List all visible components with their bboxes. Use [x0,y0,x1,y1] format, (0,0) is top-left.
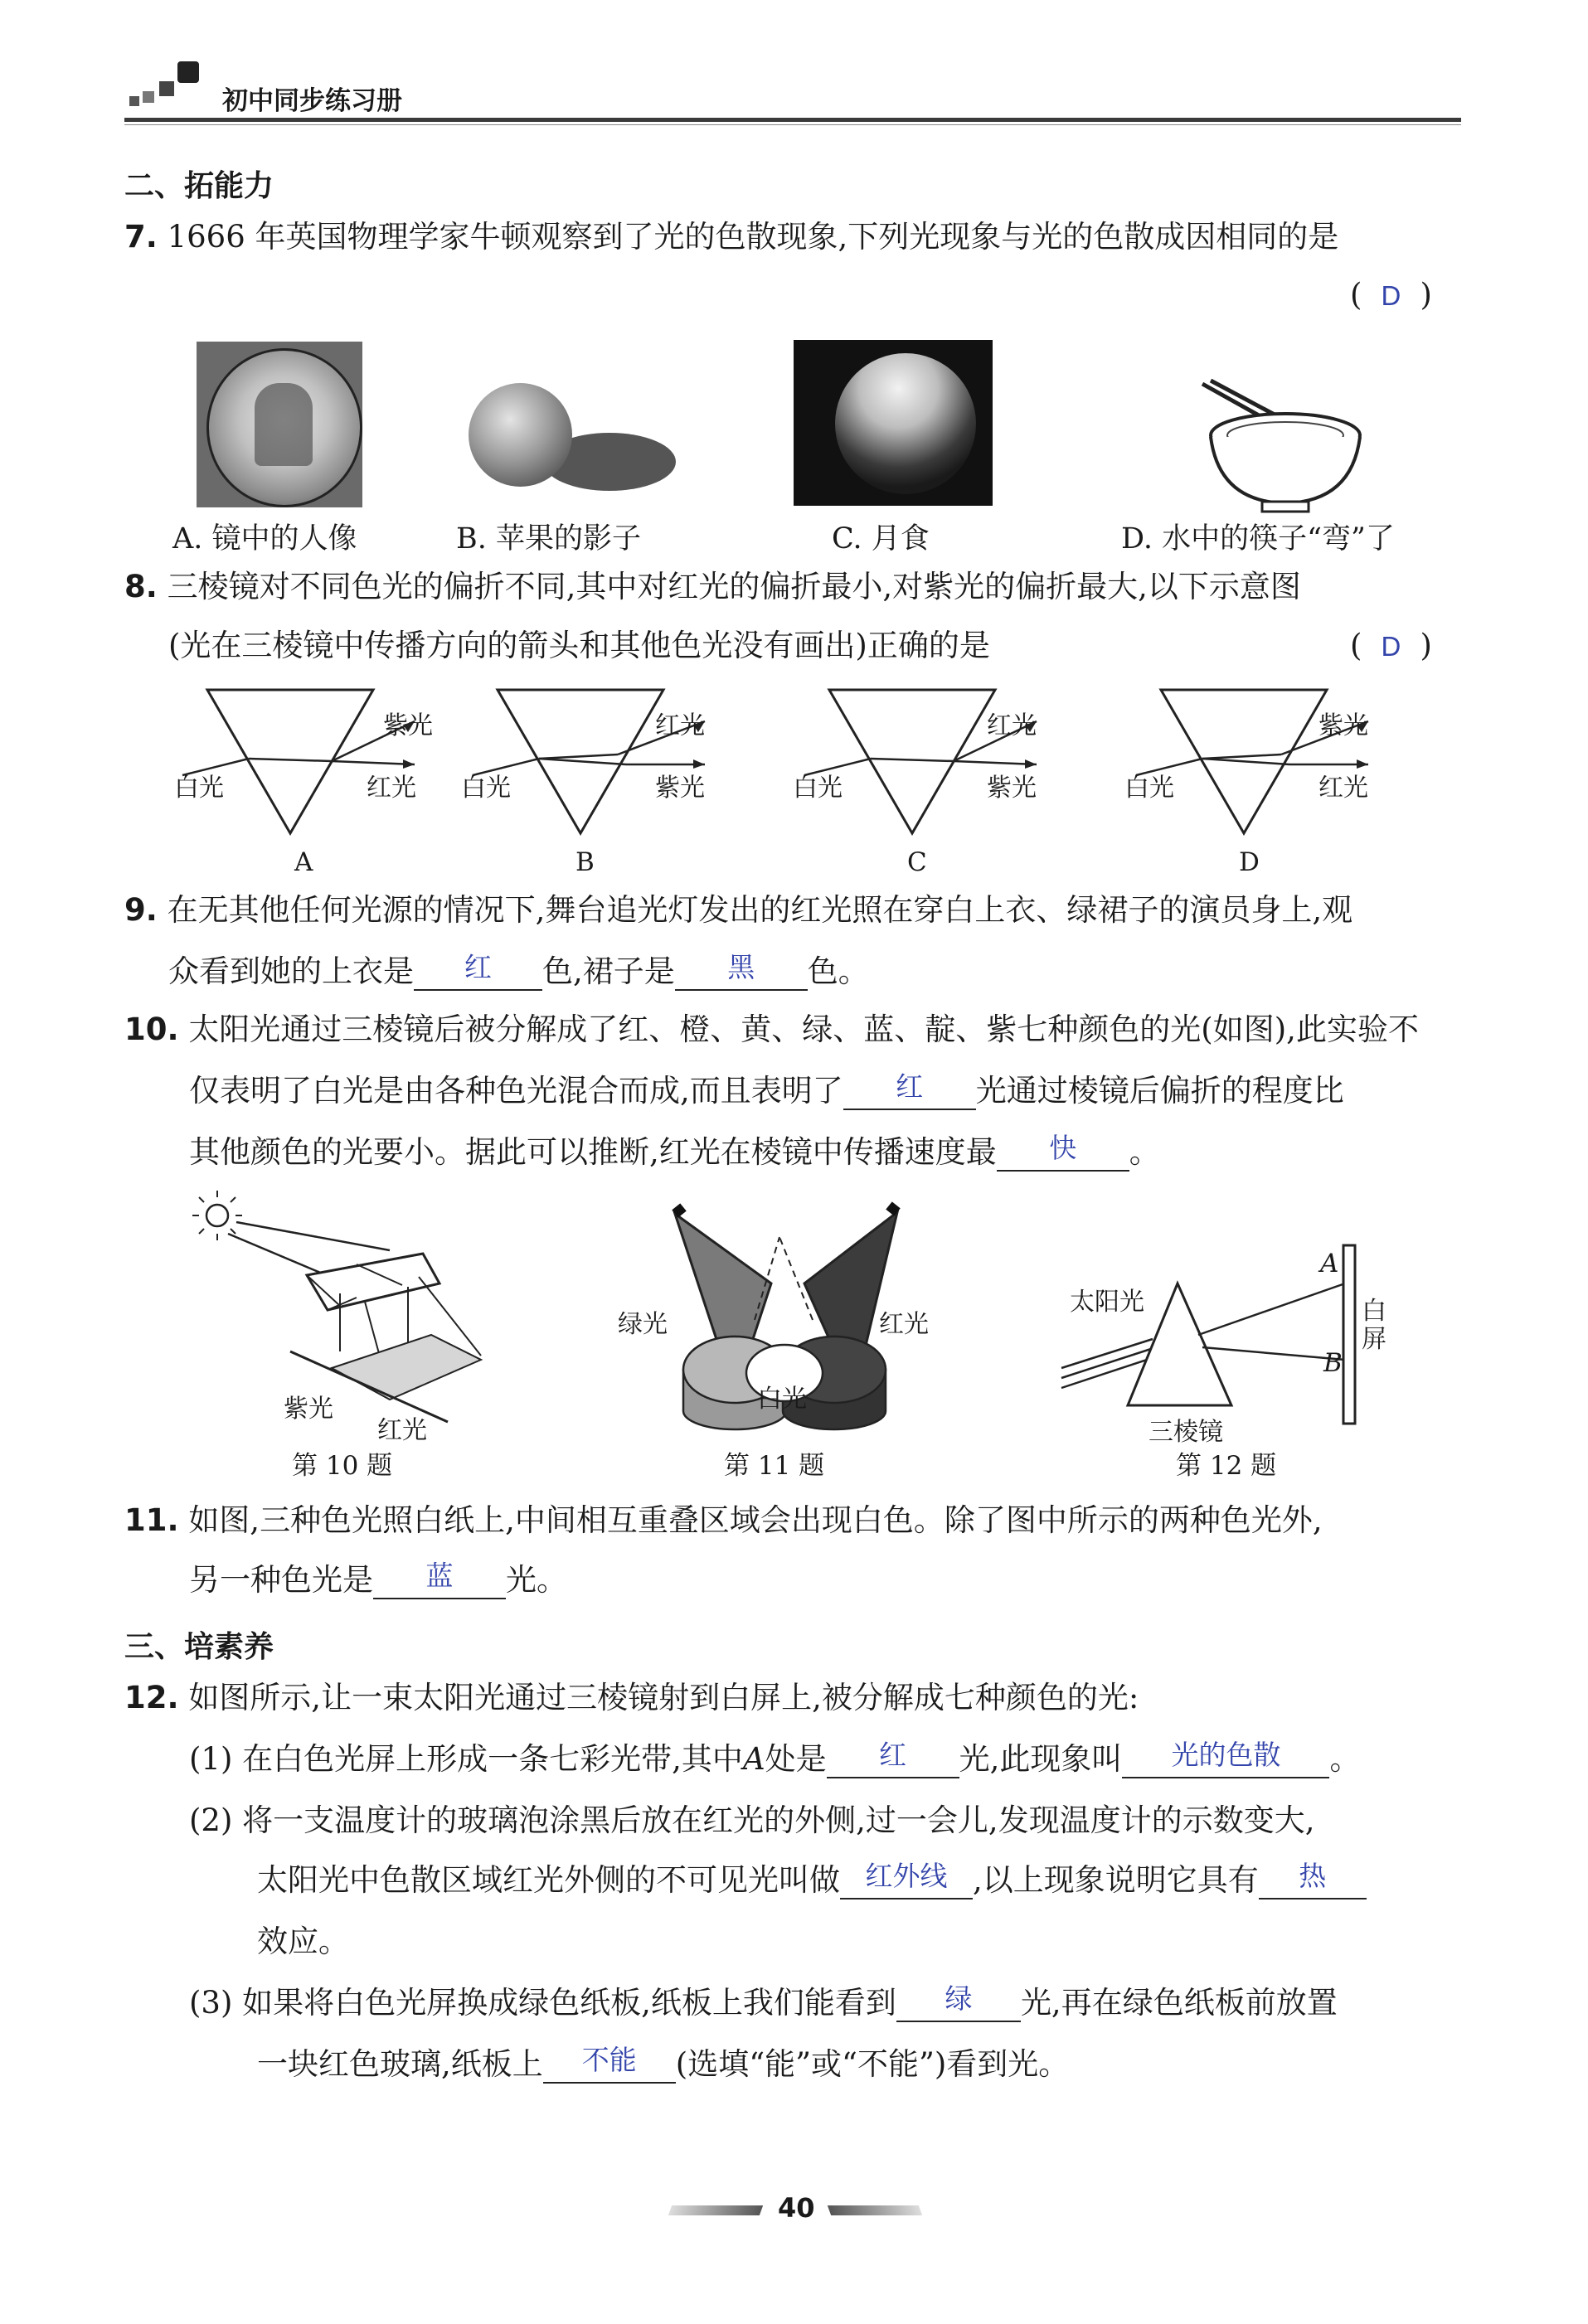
figure-12-point-a: A [1320,1249,1339,1278]
answer-9-2: 黑 [727,952,755,982]
figure-10-sun-prism [191,1186,506,1434]
diagram-b-label-bottom: 紫光 [655,774,705,803]
diagram-a-label-top: 紫光 [383,711,433,740]
question-number: 12. [124,1680,179,1715]
question-number: 10. [124,1012,179,1047]
text: 色。 [807,953,869,989]
header-decoration [124,60,207,109]
diagram-d-label-top: 紫光 [1318,711,1368,740]
option-b: B. 苹果的影子 [456,522,641,556]
question-7 [124,207,1338,267]
footer-left-bar [668,2205,763,2215]
figure-11-caption: 第 11 题 [724,1451,825,1481]
image-apple-shadow [460,375,676,499]
diagram-d-letter: D [1239,847,1260,877]
text: 。 [1329,1741,1361,1777]
figure-10-purple-label: 紫光 [284,1395,333,1424]
point-a: A [742,1741,765,1777]
text: 一块红色玻璃,纸板上 [257,2046,543,2082]
blank-9-1[interactable] [414,952,542,991]
text: 光通过棱镜后偏折的程度比 [975,1073,1344,1109]
section-title-3: 三、培素养 [124,1630,274,1664]
text: (1) 在白色光屏上形成一条七彩光带,其中 [189,1741,743,1777]
page-number: 40 [778,2192,815,2224]
footer-right-bar [828,2205,922,2215]
diagram-a-label-in: 白光 [174,774,224,803]
blank-10-1[interactable] [843,1071,976,1110]
question-9-line2 [168,942,869,1002]
text: 光。 [506,1562,567,1598]
blank-12-4[interactable] [1259,1861,1367,1899]
question-number: 11. [124,1502,179,1538]
header-title: 初中同步练习册 [222,86,402,116]
answer-10-2: 快 [1049,1133,1077,1163]
figure-12-point-b: B [1323,1348,1343,1378]
answer-12-1: 红 [879,1739,907,1770]
diagram-a-label-bottom: 红光 [367,774,416,803]
blank-12-6[interactable] [543,2045,676,2084]
figure-10-red-label: 红光 [377,1416,427,1445]
question-text-line1: 三棱镜对不同色光的偏折不同,其中对红光的偏折最小,对紫光的偏折最大,以下示意图 [167,569,1301,604]
blank-10-2[interactable] [997,1133,1129,1172]
option-c: C. 月食 [832,522,930,556]
figure-12-sun-label: 太阳光 [1070,1288,1144,1317]
text: 光,此现象叫 [959,1741,1123,1777]
diagram-c-label-in: 白光 [793,774,843,803]
text: 。 [1129,1134,1160,1170]
image-mirror [197,342,362,507]
header-rule-thin [124,124,1461,125]
option-d: D. 水中的筷子“弯”了 [1121,522,1395,556]
figure-10-caption: 第 10 题 [292,1451,393,1481]
diagram-c-label-bottom: 紫光 [987,774,1037,803]
blank-11-1[interactable] [373,1560,506,1599]
question-12-part1 [189,1730,1360,1789]
text: 太阳光中色散区域红光外侧的不可见光叫做 [257,1862,840,1898]
question-number: 9. [124,892,158,928]
text: 色,裙子是 [542,953,675,989]
text: 其他颜色的光要小。据此可以推断,红光在棱镜中传播速度最 [189,1134,997,1170]
question-10-line2 [189,1061,1344,1121]
question-number: 8. [124,569,158,604]
diagram-c-letter: C [907,847,927,877]
question-12-part3-line1 [189,1973,1338,2033]
text: 处是 [765,1741,827,1777]
answer-paren-7: ( D ) [1350,277,1432,313]
question-10 [124,1000,1419,1060]
question-10-line3 [189,1123,1160,1182]
question-number: 7. [124,219,158,255]
figure-11-red-label: 红光 [879,1310,929,1339]
text: (选填“能”或“不能”)看到光。 [675,2046,1070,2082]
question-text-line1: 在无其他任何光源的情况下,舞台追光灯发出的红光照在穿白上衣、绿裙子的演员身上,观 [167,892,1353,928]
text: 光,再在绿色纸板前放置 [1020,1985,1338,2021]
question-8 [124,557,1301,617]
figure-11-white-label: 白光 [757,1385,807,1414]
question-9 [124,881,1352,940]
question-text-line1: 太阳光通过三棱镜后被分解成了红、橙、黄、绿、蓝、靛、紫七种颜色的光(如图),此实验不 [188,1012,1419,1047]
diagram-d-label-in: 白光 [1124,774,1174,803]
answer-12-6: 不能 [581,2045,637,2075]
question-text: 1666 年英国物理学家牛顿观察到了光的色散现象,下列光现象与光的色散成因相同的是 [167,219,1339,255]
answer-8: D [1381,631,1401,662]
text: 众看到她的上衣是 [168,953,414,989]
question-11-line2 [189,1550,567,1610]
text: ,以上现象说明它具有 [973,1862,1259,1898]
question-12 [124,1668,1139,1728]
answer-12-3: 红外线 [865,1861,948,1891]
option-a: A. 镜中的人像 [172,522,357,556]
blank-12-2[interactable] [1122,1739,1329,1778]
question-11 [124,1491,1323,1550]
answer-7: D [1381,280,1401,311]
blank-12-5[interactable] [896,1983,1021,2022]
diagram-b-letter: B [575,847,595,877]
answer-10-1: 红 [896,1071,924,1102]
diagram-a-letter: A [294,847,313,877]
text: 另一种色光是 [189,1562,373,1598]
section-title-2: 二、拓能力 [124,169,274,203]
question-12-part2-line2 [257,1851,1367,1910]
diagram-d-label-bottom: 红光 [1318,774,1368,803]
figure-12-screen-label: 白屏 [1362,1297,1386,1354]
question-12-part2-line1: (2) 将一支温度计的玻璃泡涂黑后放在红光的外侧,过一会儿,发现温度计的示数变大, [189,1802,1315,1838]
question-text-intro: 如图所示,让一束太阳光通过三棱镜射到白屏上,被分解成七种颜色的光: [188,1680,1139,1715]
image-chopsticks-bowl [1186,377,1385,518]
question-8-line2: (光在三棱镜中传播方向的箭头和其他色光没有画出)正确的是 [168,628,990,663]
diagram-c-label-top: 红光 [987,711,1037,740]
answer-paren-8: ( D ) [1350,628,1432,663]
image-lunar-eclipse [794,340,993,506]
text: 仅表明了白光是由各种色光混合而成,而且表明了 [189,1073,843,1109]
figure-12-prism-label: 三棱镜 [1149,1418,1223,1447]
question-12-part2-line3: 效应。 [257,1924,349,1959]
blank-12-3[interactable] [840,1861,973,1899]
blank-12-1[interactable] [827,1739,959,1778]
question-12-part3-line2 [257,2035,1069,2094]
answer-9-1: 红 [464,952,492,982]
answer-12-5: 绿 [945,1983,973,2014]
header-rule [124,118,1461,122]
figure-12-caption: 第 12 题 [1176,1451,1277,1481]
answer-11-1: 蓝 [425,1560,454,1591]
question-text-line1: 如图,三种色光照白纸上,中间相互重叠区域会出现白色。除了图中所示的两种色光外, [188,1502,1323,1538]
blank-9-2[interactable] [675,952,808,991]
answer-12-4: 热 [1299,1861,1327,1891]
figure-11-green-label: 绿光 [618,1310,668,1339]
answer-12-2: 光的色散 [1171,1739,1281,1770]
diagram-b-label-in: 白光 [461,774,511,803]
diagram-b-label-top: 红光 [655,711,705,740]
text: (3) 如果将白色光屏换成绿色纸板,纸板上我们能看到 [189,1985,896,2021]
